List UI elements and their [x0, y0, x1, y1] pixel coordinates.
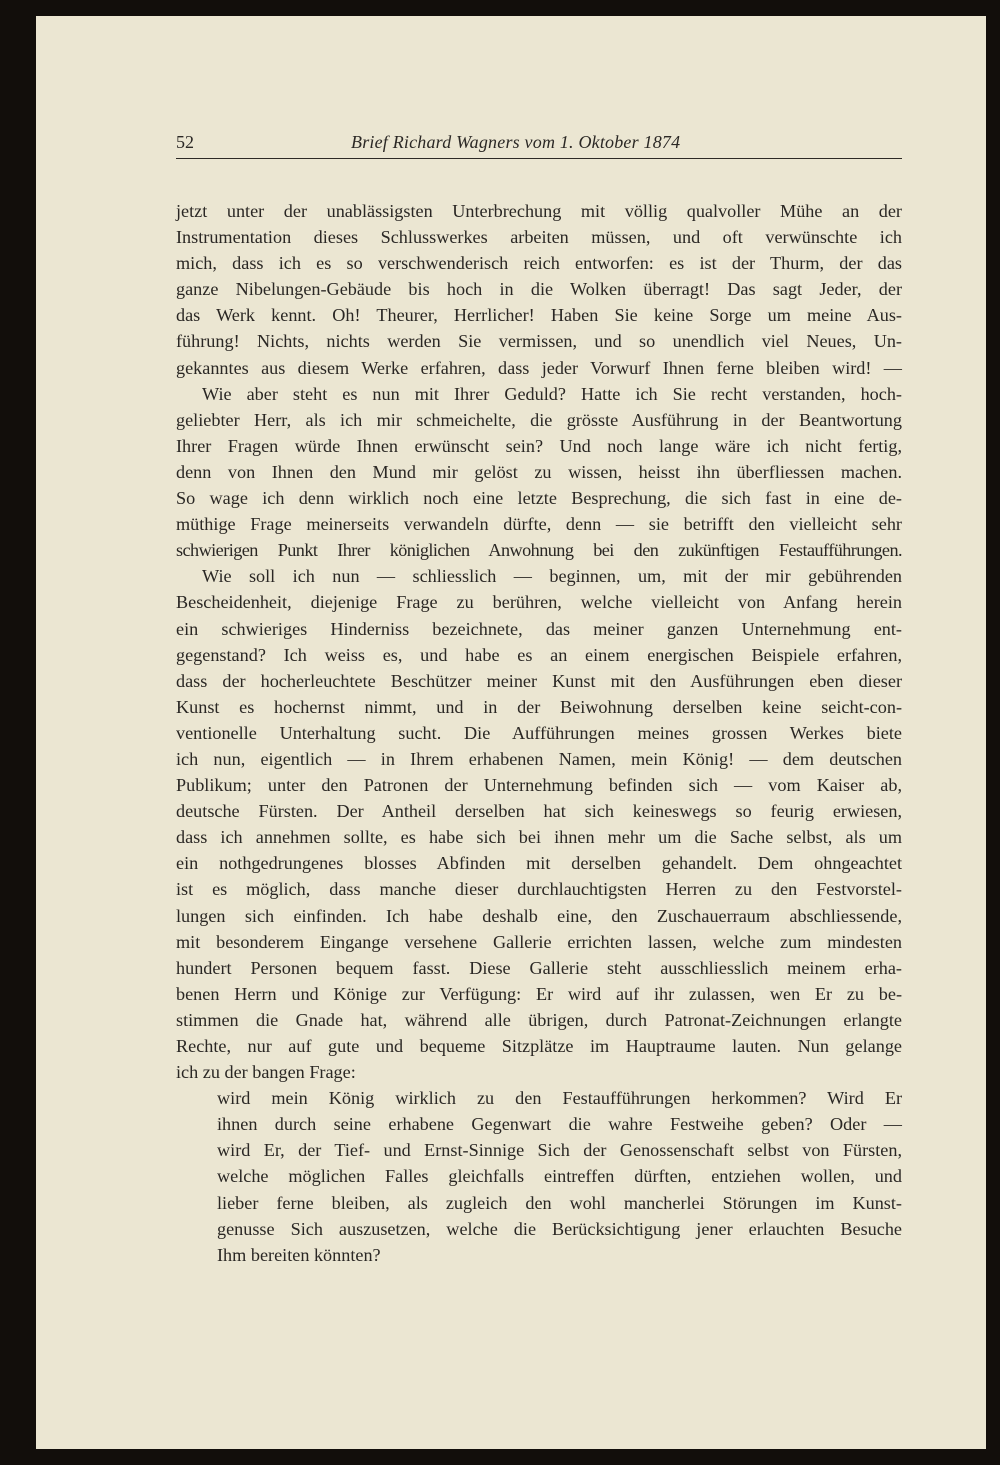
quoted-line: genusse Sich auszusetzen, welche die Berücksichtigung jener erlauchten Besuche [217, 1218, 902, 1239]
text-line: jetzt unter der unablässigsten Unterbrechung mit völlig qualvoller Mühe an der [176, 201, 902, 221]
text-line: deutsche Fürsten. Der Antheil derselben hat sich keineswegs so feurig erwiesen, [176, 801, 902, 822]
text-line: das Werk kennt. Oh! Theurer, Herrlicher! Haben Sie keine Sorge um meine Aus- [176, 305, 902, 326]
text-line: hundert Personen bequem fasst. Diese Gallerie steht ausschliesslich meinem erha- [176, 957, 902, 978]
quoted-line: wird Er, der Tief- und Ernst-Sinnige Sich der Genossenschaft selbst von Fürsten, [217, 1140, 902, 1161]
text-line: benen Herrn und Könige zur Verfügung: Er wird auf ihr zulassen, wen Er zu be- [176, 983, 902, 1004]
text-line: ganze Nibelungen-Gebäude bis hoch in die Wolken überragt! Das sagt Jeder, der [176, 279, 902, 300]
text-line: ein nothgedrungenes blosses Abfinden mit derselben gehandelt. Dem ohngeachtet [176, 853, 902, 874]
text-line: mit besonderem Eingange versehene Gallerie errichten lassen, welche zum mindesten [176, 931, 902, 952]
page-number: 52 [176, 132, 194, 152]
text-line: dass ich annehmen sollte, es habe sich bei ihnen mehr um die Sache selbst, als um [176, 827, 902, 848]
text-line: geliebter Herr, als ich mir schmeichelte, die grösste Ausführung in der Beantwortung [176, 409, 902, 430]
text-line: So wage ich denn wirklich noch eine letzte Besprechung, die sich fast in eine de- [176, 488, 902, 509]
quoted-line: ihnen durch seine erhabene Gegenwart die wahre Festweihe geben? Oder — [217, 1114, 902, 1135]
paragraph-first-line: Wie aber steht es nun mit Ihrer Geduld? Hatte ich Sie recht verstanden, hoch- [202, 383, 902, 404]
text-line: ventionelle Unterhaltung sucht. Die Aufführungen meines grossen Werkes biete [176, 722, 902, 743]
text-line: Rechte, nur auf gute und bequeme Sitzplätze im Hauptraume lauten. Nun gelange [176, 1036, 902, 1056]
quoted-line: lieber ferne bleiben, als zugleich den wohl mancherlei Störungen im Kunst- [217, 1192, 902, 1213]
text-line: lungen sich einfinden. Ich habe deshalb eine, den Zuschauerraum abschliessende, [176, 905, 902, 926]
body-text [176, 198, 902, 1268]
text-line: ich zu der bangen Frage: [176, 1062, 356, 1083]
quoted-line: wird mein König wirklich zu den Festaufführungen herkommen? Wird Er [217, 1088, 902, 1109]
text-line: Publikum; unter den Patronen der Unternehmung befinden sich — vom Kaiser ab, [176, 775, 902, 796]
text-line: schwierigen Punkt Ihrer königlichen Anwohnung bei den zukünftigen Festaufführungen. [176, 540, 902, 561]
text-line: gekanntes aus diesem Werke erfahren, dass jeder Vorwurf Ihnen ferne bleiben wird! — [176, 357, 902, 378]
text-line: müthige Frage meinerseits verwandeln dürfte, denn — sie betrifft den vielleicht sehr [176, 514, 902, 535]
text-line: ist es möglich, dass manche dieser durchlauchtigsten Herren zu den Festvorstel- [176, 879, 902, 900]
text-line: führung! Nichts, nichts werden Sie vermissen, und so unendlich viel Neues, Un- [176, 331, 902, 352]
text-line: Instrumentation dieses Schlusswerkes arbeiten müssen, und oft verwünschte ich [176, 227, 902, 248]
text-line: dass der hocherleuchtete Beschützer meiner Kunst mit den Ausführungen eben dieser [176, 670, 902, 691]
text-line: denn von Ihnen den Mund mir gelöst zu wissen, heisst ihn überfliessen machen. [176, 461, 902, 482]
page-header [176, 130, 902, 159]
text-line: ich nun, eigentlich — in Ihrem erhabenen Namen, mein König! — dem deutschen [176, 748, 902, 769]
paragraph-first-line: Wie soll ich nun — schliesslich — beginnen, um, mit der mir gebührenden [202, 566, 902, 587]
text-line: Kunst es hochernst nimmt, und in der Beiwohnung derselben keine seicht-con- [176, 696, 902, 717]
running-title: Brief Richard Wagners vom 1. Oktober 1874 [351, 132, 681, 152]
quoted-line: welche möglichen Falles gleichfalls eintreffen dürften, entziehen wollen, und [217, 1166, 902, 1187]
quoted-line: Ihm bereiten könnten? [217, 1244, 381, 1265]
text-line: Bescheidenheit, diejenige Frage zu berühren, welche vielleicht von Anfang herein [176, 592, 902, 613]
text-line: Ihrer Fragen würde Ihnen erwünscht sein? Und noch lange wäre ich nicht fertig, [176, 435, 902, 456]
text-line: gegenstand? Ich weiss es, und habe es an einem energischen Beispiele erfahren, [176, 644, 902, 665]
text-line: mich, dass ich es so verschwenderisch reich entworfen: es ist der Thurm, der das [176, 253, 902, 274]
text-line: ein schwieriges Hinderniss bezeichnete, das meiner ganzen Unternehmung ent- [176, 618, 902, 639]
text-line: stimmen die Gnade hat, während alle übrigen, durch Patronat-Zeichnungen erlangte [176, 1009, 902, 1030]
